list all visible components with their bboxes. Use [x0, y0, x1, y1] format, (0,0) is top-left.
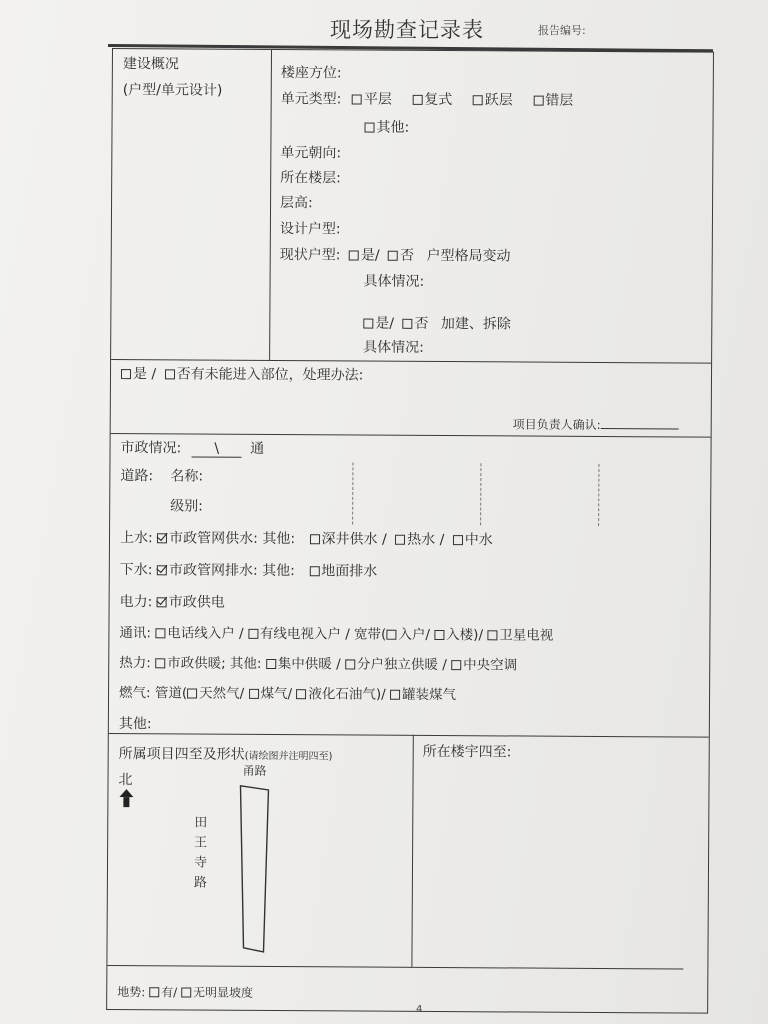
checkbox-split[interactable]	[473, 95, 483, 105]
municipal-label: 市政情况:	[120, 440, 182, 457]
orientation-label: 单元朝向:	[280, 145, 342, 162]
checkbox-heat-main[interactable]	[155, 658, 165, 668]
unit-type-row	[281, 88, 574, 110]
terrain-no-label: 无明显坡度	[192, 985, 254, 1000]
gas-lpg-label: 液化石油气)/	[308, 686, 386, 703]
north-arrow-icon	[119, 789, 133, 797]
water-mid-label: 中水	[464, 532, 493, 549]
water-main-label: 市政管网供水:	[169, 530, 258, 547]
checkbox-gas-coal[interactable]	[249, 689, 259, 699]
checkbox-comm-building[interactable]	[434, 630, 444, 640]
checkbox-sewer-main[interactable]	[157, 565, 167, 575]
addition-detail-label: 具体情况:	[363, 339, 424, 356]
comm-satellite-label: 卫星电视	[499, 627, 554, 644]
floor-label: 所在楼层:	[280, 170, 341, 187]
unit-type-duplex: 复式	[424, 91, 453, 109]
checkbox-layout-yes[interactable]	[349, 250, 359, 260]
comm-row	[119, 621, 553, 644]
unit-other-row	[364, 117, 409, 137]
boundary-title: 所属项目四至及形状	[118, 746, 245, 763]
unit-type-staggered: 错层	[545, 92, 574, 109]
road-divider-2	[480, 463, 481, 525]
checkbox-gas-tank[interactable]	[390, 690, 400, 700]
building-boundary-title: 所在楼宇四至:	[422, 743, 512, 761]
seat-label: 楼座方位:	[280, 65, 342, 82]
checkbox-water-deep[interactable]	[309, 534, 319, 544]
heat-other-label: 其他:	[229, 655, 262, 672]
comm-tv-label: 有线电视入户 /	[259, 625, 350, 643]
checkbox-terrain-no[interactable]	[181, 987, 191, 997]
checkbox-gas-lpg[interactable]	[296, 689, 306, 699]
water-label: 上水:	[119, 530, 153, 547]
north-arrow-stem	[123, 797, 129, 807]
checkbox-water-hot[interactable]	[395, 535, 405, 545]
confirm-signature-line[interactable]	[601, 428, 679, 429]
addition-label: 加建、拆除	[440, 316, 511, 333]
design-type-label: 设计户型:	[279, 221, 341, 238]
sewer-ground-label: 地面排水	[321, 563, 378, 580]
addition-row	[363, 313, 511, 334]
layout-no-label: 否	[400, 247, 415, 264]
terrain-row	[117, 983, 253, 1001]
unit-type-flat: 平层	[363, 91, 392, 108]
height-label: 层高:	[280, 195, 313, 212]
report-number-label: 报告编号:	[538, 24, 586, 37]
heat-main-label: 市政供暖;	[167, 655, 226, 672]
boundary-title-row	[119, 743, 333, 764]
addition-yes-label: 是/	[375, 315, 395, 332]
inaccessible-yes-label: 是 /	[132, 366, 157, 383]
municipal-row	[121, 437, 265, 458]
inaccessible-no-label: 否有未能进入部位，处理办法:	[176, 366, 364, 384]
gas-tank-label: 罐装煤气	[401, 686, 457, 704]
road-divider-1	[352, 462, 353, 524]
section4-bottom-rule	[107, 965, 683, 970]
checkbox-inaccessible-no[interactable]	[165, 369, 175, 379]
checkbox-staggered[interactable]	[533, 96, 543, 106]
checkbox-heat-central[interactable]	[266, 659, 276, 669]
handwritten-top-road: 甬路	[242, 763, 267, 778]
power-main-label: 市政供电	[168, 594, 225, 611]
road-level-label: 级别:	[170, 498, 203, 515]
terrain-label: 地势:	[117, 985, 146, 1000]
checkbox-layout-no[interactable]	[388, 251, 398, 261]
section4-divider	[411, 735, 414, 967]
layout-yes-label: 是/	[360, 247, 380, 264]
checkbox-addition-no[interactable]	[402, 319, 412, 329]
checkbox-unit-other[interactable]	[364, 123, 374, 133]
current-type-row	[280, 244, 511, 265]
north-label: 北	[118, 772, 133, 789]
checkbox-flat[interactable]	[352, 94, 362, 104]
comm-building-label: 入楼)/	[446, 627, 484, 644]
sewer-main-label: 市政管网排水:	[168, 562, 258, 579]
water-deep-label: 深井供水 /	[321, 531, 387, 548]
checkbox-comm-satellite[interactable]	[487, 630, 497, 640]
road-divider-3	[598, 464, 599, 526]
layout-detail-label: 具体情况:	[363, 273, 425, 290]
heat-independent-label: 分户独立供暖 /	[356, 656, 447, 674]
page-title: 现场勘查记录表	[330, 18, 484, 42]
gas-row	[119, 681, 456, 703]
section1-title: 建设概况	[122, 56, 179, 73]
comm-label: 通讯:	[119, 625, 152, 642]
checkbox-inaccessible-yes[interactable]	[121, 369, 131, 379]
municipal-suffix: 通	[250, 440, 265, 457]
checkbox-comm-home[interactable]	[386, 630, 396, 640]
heat-ac-label: 中央空调	[463, 657, 518, 674]
sewer-other-label: 其他:	[262, 562, 295, 580]
unit-other-label: 其他:	[376, 119, 410, 136]
section3-bottom-rule	[109, 733, 709, 738]
checkbox-addition-yes[interactable]	[363, 319, 373, 329]
road-label: 道路:	[120, 468, 154, 485]
gas-natural-label: 天然气/	[199, 685, 245, 702]
checkbox-power-main[interactable]	[157, 597, 167, 607]
gas-coal-label: 煤气/	[260, 685, 293, 703]
site-sketch	[233, 780, 274, 960]
terrain-yes-label: 有/	[161, 985, 178, 1000]
comm-phone-label: 电话线入户 /	[167, 625, 244, 642]
handwritten-left-road: 田王寺路	[193, 815, 208, 891]
gas-pipe-label: 管道(	[154, 685, 188, 702]
comm-broadband-label: 宽带(	[354, 626, 387, 643]
layout-change-label: 户型格局变动	[426, 247, 511, 265]
power-row	[120, 591, 225, 612]
sewer-label: 下水:	[119, 562, 153, 579]
unit-type-label: 单元类型:	[280, 91, 342, 108]
page-number: 4	[416, 1004, 423, 1015]
inaccessible-row	[121, 363, 363, 384]
checkbox-duplex[interactable]	[412, 95, 422, 105]
municipal-value: \	[192, 440, 242, 457]
checkbox-comm-phone[interactable]	[155, 628, 165, 638]
confirm-label: 项目负责人确认:	[512, 417, 601, 432]
gas-label: 燃气:	[119, 685, 151, 702]
section1-subtitle: (户型/单元设计)	[122, 82, 223, 99]
checkbox-terrain-yes[interactable]	[149, 987, 159, 997]
current-type-label: 现状户型:	[279, 247, 341, 264]
comm-home-label: 入户/	[398, 626, 430, 643]
checkbox-gas-natural[interactable]	[187, 688, 197, 698]
checkbox-water-mid[interactable]	[453, 535, 463, 545]
addition-no-label: 否	[414, 315, 429, 332]
boundary-note: (请绘图并注明四至)	[244, 750, 333, 763]
water-hot-label: 热水 /	[407, 531, 445, 549]
water-other-label: 其他:	[262, 530, 296, 548]
unit-type-split: 跃层	[484, 92, 513, 109]
section1-divider	[269, 50, 272, 360]
heat-row	[119, 651, 517, 673]
sewer-row	[120, 559, 378, 581]
checkbox-water-main[interactable]	[157, 533, 167, 543]
road-name-label: 名称:	[170, 468, 204, 485]
checkbox-heat-independent[interactable]	[345, 659, 355, 669]
heat-central-label: 集中供暖 /	[277, 656, 341, 673]
power-label: 电力:	[119, 594, 153, 611]
confirm-row	[513, 415, 679, 433]
water-row	[120, 527, 493, 549]
heat-label: 热力:	[119, 655, 151, 672]
others-label: 其他:	[118, 716, 152, 733]
checkbox-comm-tv[interactable]	[248, 629, 258, 639]
form-table	[106, 48, 714, 1014]
checkbox-sewer-ground[interactable]	[309, 566, 319, 576]
checkbox-heat-ac[interactable]	[451, 660, 461, 670]
